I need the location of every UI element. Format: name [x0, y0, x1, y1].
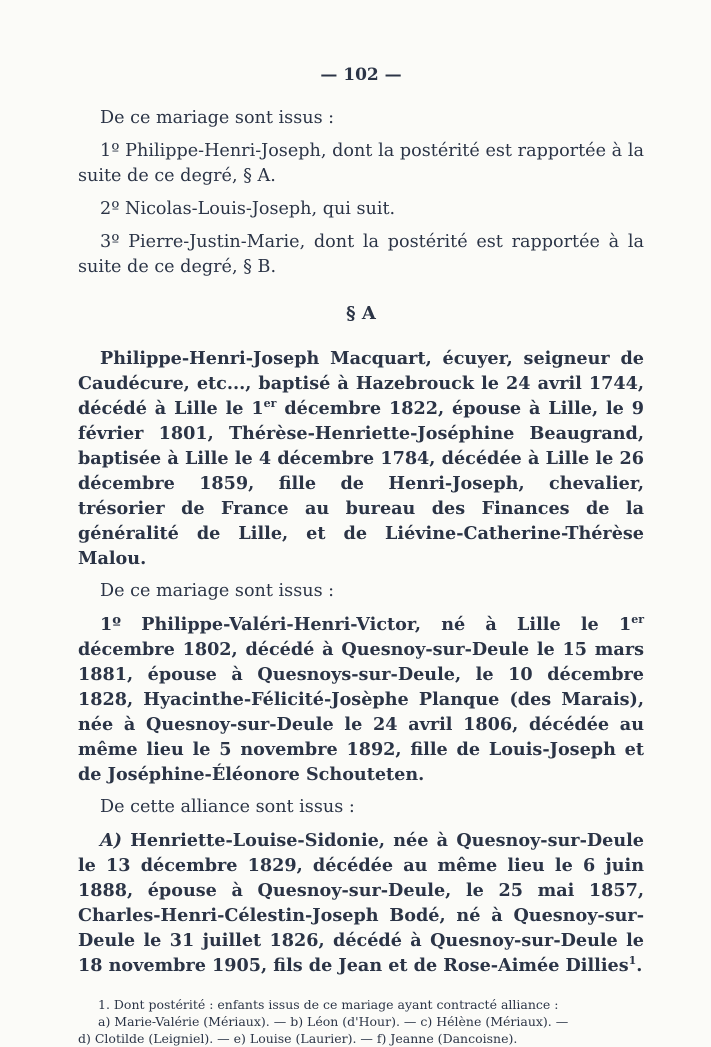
child-a-end: . — [636, 955, 643, 976]
page-number: — 102 — — [320, 65, 402, 85]
child-item-1: 1º Philippe-Henri-Joseph, dont la postérité est rapportée à la suite de ce degré, § A. — [78, 141, 644, 186]
child-1-text-part-2: décembre 1802, décédé à Quesnoy-sur-Deule le 15 mars 1881, épouse à Quesnoys-sur-Deule, le 10 décembre 1828, Hyacinthe-Félicité-Josèphe Planque (des Marais), née à Quesnoy-sur-Deule le 24 avril 1806, décédée au même lieu le 5 novembre 1892, fille de Louis-Joseph et de Joséphine-Éléonore Schouteten. — [78, 639, 644, 785]
child-a-text: Henriette-Louise-Sidonie, née à Quesnoy-sur-Deule le 13 décembre 1829, décédée au même lieu le 6 juin 1888, épouse à Quesnoy-sur-Deule, le 25 mai 1857, Charles-Henri-Célestin-Joseph Bodé, né à Quesnoy-sur-Deule le 31 juillet 1826, décédé à Quesnoy-sur-Deule le 18 novembre 1905, fils de Jean et de Rose-Aimée Dillies — [78, 830, 644, 976]
main-text-part-2: décembre 1822, épouse à Lille, le 9 février 1801, — [78, 398, 644, 444]
footnote-line-1: 1. Dont postérité : enfants issus de ce mariage ayant contracté alliance : — [98, 997, 559, 1012]
issus-heading-1: De ce mariage sont issus : — [100, 108, 335, 128]
main-person-name: Philippe-Henri-Joseph Macquart — [100, 348, 426, 369]
superscript-er-1: er — [263, 397, 277, 411]
footnote-line-2: a) Marie-Valérie (Mériaux). — b) Léon (d'Hour). — c) Hélène (Mériaux). — — [98, 1014, 569, 1029]
main-text-part-1: , écuyer, seigneur de Caudécure, etc..., baptisé à Hazebrouck le 24 avril 1744, décédé à Lille le 1 — [78, 348, 644, 419]
child-item-2: 2º Nicolas-Louis-Joseph, qui suit. — [100, 199, 396, 219]
child-item-3: 3º Pierre-Justin-Marie, dont la postérité est rapportée à la suite de ce degré, § B. — [78, 232, 644, 277]
child-1-text-part-1: 1º Philippe-Valéri-Henri-Victor, né à Lille le 1 — [100, 614, 632, 635]
footnote-line-3: d) Clotilde (Leigniel). — e) Louise (Laurier). — f) Jeanne (Dancoisne). — [78, 1031, 518, 1046]
section-heading: § A — [346, 303, 376, 324]
main-genealogy-paragraph — [78, 346, 644, 571]
footnote-reference-1: 1 — [628, 954, 637, 968]
subitem-marker-a: A) — [100, 830, 122, 851]
issus-heading-2: De ce mariage sont issus : — [100, 581, 335, 601]
child-paragraph-1 — [78, 612, 644, 787]
alliance-heading: De cette alliance sont issus : — [100, 797, 355, 817]
child-paragraph-a — [78, 828, 644, 978]
document-page — [78, 62, 644, 1047]
footnotes — [78, 996, 644, 1047]
main-text-part-3: , baptisée à Lille le 4 décembre 1784, décédée à Lille le 26 décembre 1859, fille de Henri-Joseph, chevalier, trésorier de France au bureau des Finances de la généralité de Lille, et de Liévine-Catherine-Thérèse Malou. — [78, 423, 645, 569]
superscript-er-2: er — [631, 613, 644, 627]
spouse-name: Thérèse-Henriette-Joséphine Beaugrand — [228, 423, 638, 444]
